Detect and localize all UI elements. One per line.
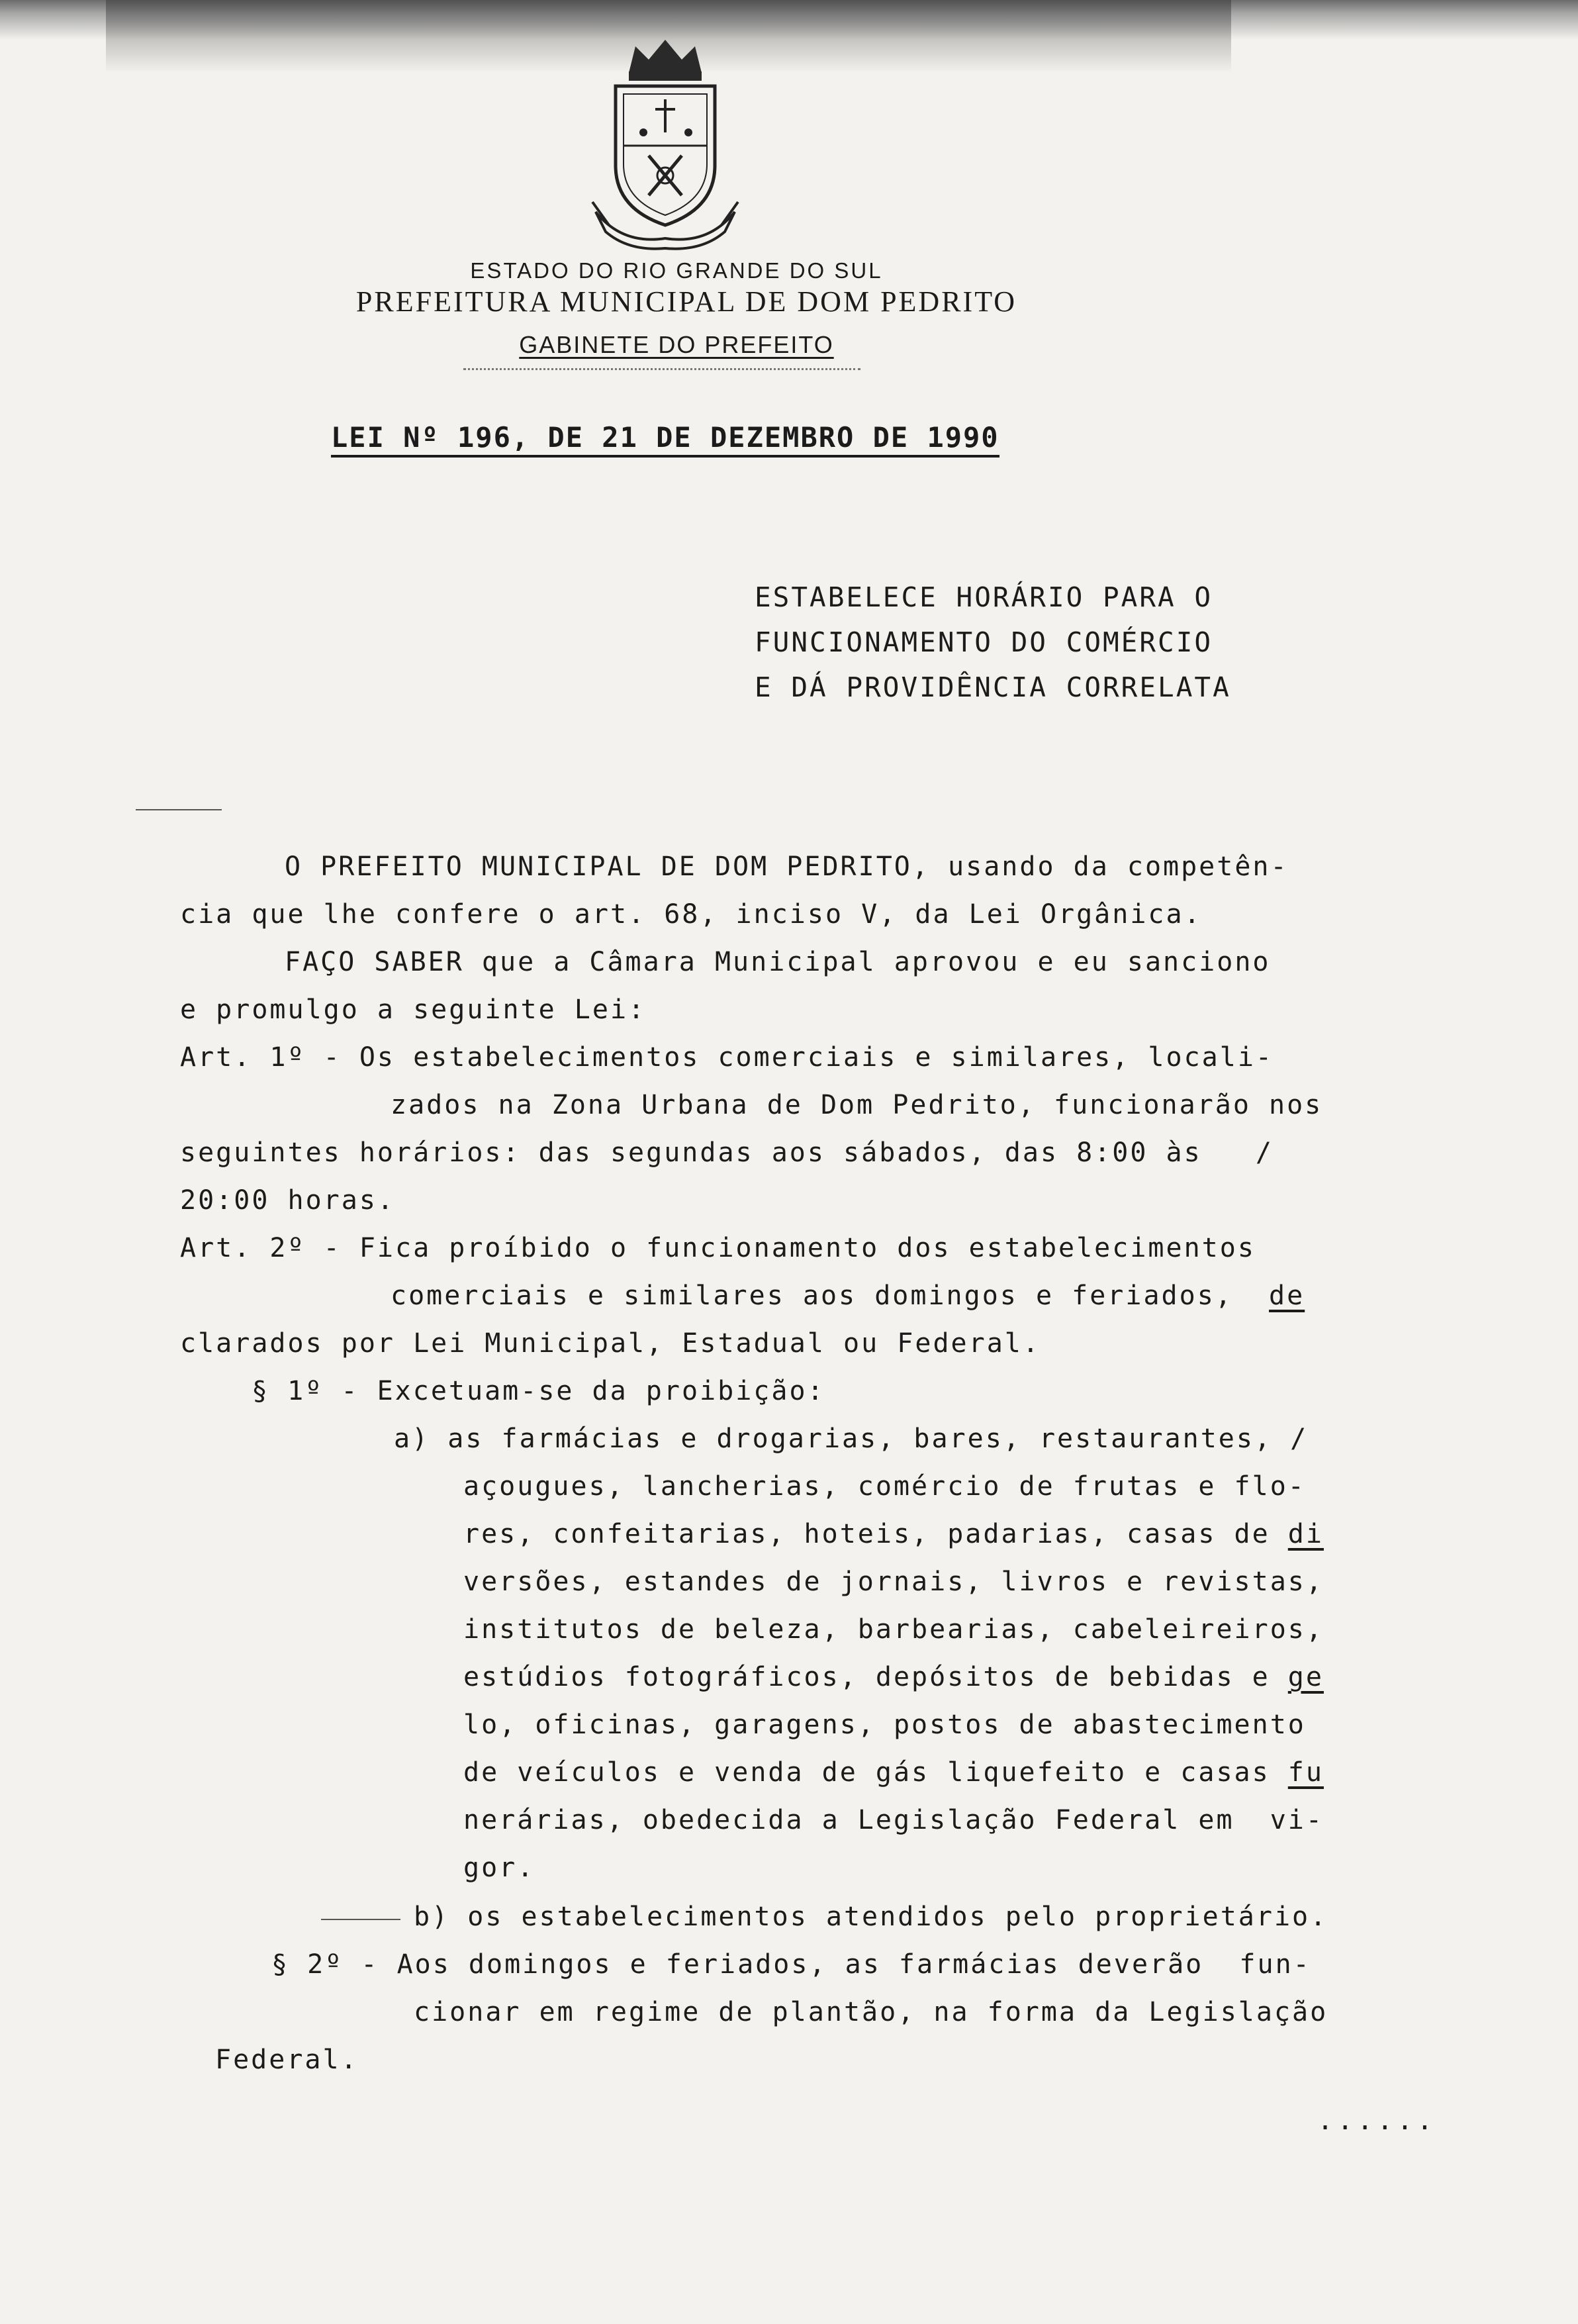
body-line — [391, 1281, 1305, 1311]
item-a: a) as farmácias e drogarias, bares, restaurantes, / — [394, 1424, 1309, 1454]
body-line: nerárias, obedecida a Legislação Federal em vi- — [463, 1805, 1324, 1835]
body-line: cionar em regime de plantão, na forma da Legislação — [414, 1997, 1328, 2027]
ementa-line: ESTABELECE HORÁRIO PARA O — [755, 581, 1213, 613]
paragraph-2: § 2º - Aos domingos e feriados, as farmácias deverão fun- — [271, 1949, 1311, 1980]
ementa-line: FUNCIONAMENTO DO COMÉRCIO — [755, 626, 1213, 658]
body-line — [463, 1519, 1324, 1549]
body-line: O PREFEITO MUNICIPAL DE DOM PEDRITO, usando da competên- — [285, 851, 1289, 882]
body-line: seguintes horários: das segundas aos sábados, das 8:00 às / — [180, 1138, 1274, 1168]
body-line: institutos de beleza, barbearias, cabeleireiros, — [463, 1614, 1324, 1645]
body-line: lo, oficinas, garagens, postos de abastecimento — [463, 1710, 1306, 1740]
body-line: 20:00 horas. — [180, 1185, 395, 1216]
coat-of-arms-emblem — [582, 33, 748, 252]
body-line: versões, estandes de jornais, livros e revistas, — [463, 1567, 1324, 1597]
continuation-dots: ...... — [1317, 2106, 1437, 2136]
body-line: zados na Zona Urbana de Dom Pedrito, funcionarão nos — [391, 1090, 1323, 1120]
item-b: b) os estabelecimentos atendidos pelo proprietário. — [414, 1902, 1328, 1932]
body-line: gor. — [463, 1853, 535, 1883]
margin-mark — [136, 809, 222, 810]
body-line: açougues, lancherias, comércio de frutas e flo- — [463, 1471, 1306, 1502]
line-text: comerciais e similares aos domingos e feriados, — [391, 1281, 1270, 1311]
line-text-underlined: de — [1269, 1281, 1305, 1311]
ementa-line: E DÁ PROVIDÊNCIA CORRELATA — [755, 671, 1231, 703]
line-text-underlined: di — [1287, 1519, 1324, 1549]
body-line: FAÇO SABER que a Câmara Municipal aprovou e eu sanciono — [285, 947, 1271, 977]
line-text: estúdios fotográficos, depósitos de bebidas e — [463, 1662, 1288, 1692]
law-title: LEI Nº 196, DE 21 DE DEZEMBRO DE 1990 — [331, 421, 999, 458]
prefeitura-header: PREFEITURA MUNICIPAL DE DOM PEDRITO — [355, 285, 1017, 318]
header-divider — [463, 368, 860, 370]
body-line: clarados por Lei Municipal, Estadual ou Federal. — [180, 1328, 1041, 1359]
gabinete-text: GABINETE DO PREFEITO — [519, 331, 834, 358]
line-text-underlined: fu — [1287, 1757, 1324, 1788]
article-1: Art. 1º - Os estabelecimentos comerciais e similares, locali- — [180, 1042, 1274, 1073]
ementa — [755, 575, 1231, 710]
article-2: Art. 2º - Fica proíbido o funcionamento dos estabelecimentos — [180, 1233, 1256, 1263]
gabinete-header — [0, 331, 1465, 359]
paragraph-1: § 1º - Excetuam-se da proibição: — [252, 1376, 825, 1406]
body-line: Federal. — [215, 2045, 359, 2075]
body-line: cia que lhe confere o art. 68, inciso V, da Lei Orgânica. — [180, 899, 1202, 930]
body-line: e promulgo a seguinte Lei: — [180, 994, 647, 1025]
margin-mark — [321, 1919, 400, 1920]
line-text-underlined: ge — [1287, 1662, 1324, 1692]
body-line — [463, 1662, 1324, 1692]
state-header: ESTADO DO RIO GRANDE DO SUL — [470, 258, 883, 283]
line-text: res, confeitarias, hoteis, padarias, casas de — [463, 1519, 1288, 1549]
body-line — [463, 1757, 1324, 1788]
line-text: de veículos e venda de gás liquefeito e casas — [463, 1757, 1288, 1788]
